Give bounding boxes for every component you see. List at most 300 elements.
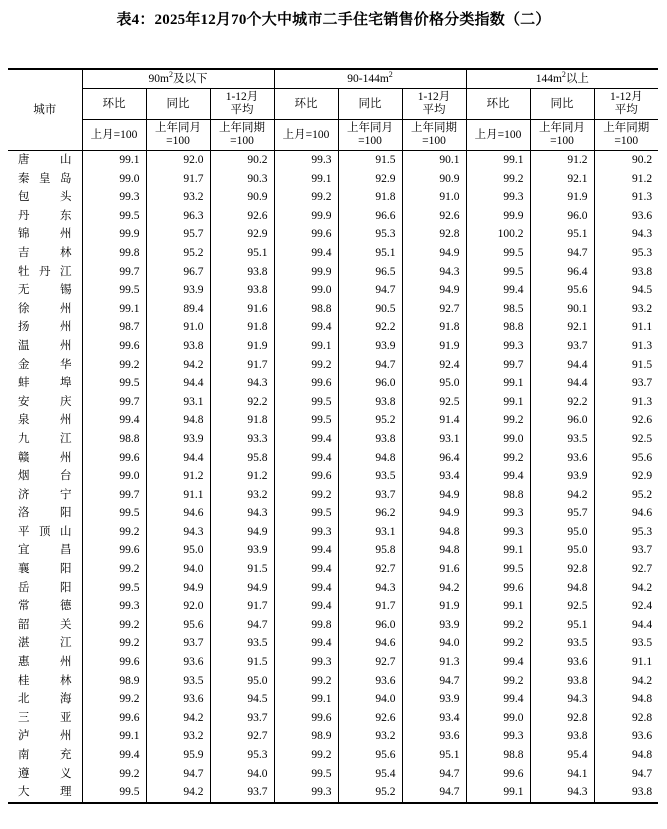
index-value: 92.9 — [338, 170, 402, 189]
index-value: 90.2 — [210, 151, 274, 170]
index-value: 91.8 — [210, 411, 274, 430]
city-name: 桂林 — [8, 672, 82, 691]
index-value: 99.4 — [466, 467, 530, 486]
index-value: 95.1 — [530, 616, 594, 635]
index-value: 96.6 — [338, 207, 402, 226]
index-value: 91.5 — [594, 356, 658, 375]
index-value: 94.7 — [338, 356, 402, 375]
index-value: 99.2 — [466, 449, 530, 468]
index-value: 99.5 — [274, 393, 338, 412]
index-value: 95.1 — [530, 225, 594, 244]
table-row — [8, 411, 658, 430]
index-value: 94.3 — [594, 225, 658, 244]
index-value: 93.7 — [210, 783, 274, 803]
index-value: 93.6 — [594, 207, 658, 226]
index-value: 99.6 — [466, 579, 530, 598]
index-value: 92.7 — [210, 727, 274, 746]
index-value: 93.1 — [402, 430, 466, 449]
index-value: 93.9 — [402, 690, 466, 709]
index-value: 91.5 — [210, 653, 274, 672]
table-row — [8, 318, 658, 337]
index-value: 94.8 — [146, 411, 210, 430]
index-value: 92.5 — [594, 430, 658, 449]
index-value: 98.8 — [274, 300, 338, 319]
sub-header: 环比 — [466, 89, 530, 120]
sub-header: 1-12月 平均 — [402, 89, 466, 120]
city-name: 唐山 — [8, 151, 82, 170]
index-value: 90.3 — [210, 170, 274, 189]
index-value: 98.9 — [274, 727, 338, 746]
index-value: 93.1 — [146, 393, 210, 412]
index-value: 99.1 — [82, 727, 146, 746]
index-value: 91.3 — [402, 653, 466, 672]
base-header: 上年同月 =100 — [530, 120, 594, 151]
index-value: 99.1 — [466, 541, 530, 560]
index-value: 91.7 — [146, 170, 210, 189]
index-value: 99.5 — [82, 374, 146, 393]
index-value: 95.3 — [210, 746, 274, 765]
index-value: 94.7 — [594, 765, 658, 784]
city-name: 泸州 — [8, 727, 82, 746]
sub-header: 同比 — [146, 89, 210, 120]
index-value: 91.3 — [594, 337, 658, 356]
index-value: 93.6 — [594, 727, 658, 746]
index-value: 99.4 — [274, 430, 338, 449]
city-name: 南充 — [8, 746, 82, 765]
city-name: 丹东 — [8, 207, 82, 226]
index-value: 91.7 — [210, 597, 274, 616]
index-value: 96.0 — [338, 374, 402, 393]
city-name: 烟台 — [8, 467, 82, 486]
index-value: 92.8 — [402, 225, 466, 244]
index-value: 92.1 — [530, 170, 594, 189]
index-value: 94.0 — [402, 634, 466, 653]
index-value: 98.8 — [466, 318, 530, 337]
group-header-row — [8, 69, 658, 89]
index-value: 92.8 — [530, 560, 594, 579]
index-value: 93.6 — [146, 653, 210, 672]
index-value: 93.5 — [210, 634, 274, 653]
index-value: 99.4 — [274, 244, 338, 263]
index-value: 96.0 — [530, 411, 594, 430]
index-value: 93.7 — [146, 634, 210, 653]
index-value: 94.0 — [210, 765, 274, 784]
index-value: 98.8 — [466, 486, 530, 505]
index-value: 91.8 — [402, 318, 466, 337]
index-value: 94.2 — [146, 709, 210, 728]
index-value: 95.3 — [338, 225, 402, 244]
city-name: 泉州 — [8, 411, 82, 430]
index-value: 99.5 — [466, 560, 530, 579]
index-value: 91.0 — [402, 188, 466, 207]
index-value: 91.1 — [594, 318, 658, 337]
index-value: 92.9 — [210, 225, 274, 244]
index-value: 99.4 — [274, 597, 338, 616]
index-value: 99.3 — [274, 653, 338, 672]
index-value: 93.9 — [530, 467, 594, 486]
index-value: 93.2 — [338, 727, 402, 746]
index-value: 92.7 — [594, 560, 658, 579]
index-value: 99.8 — [274, 616, 338, 635]
base-header: 上月=100 — [274, 120, 338, 151]
index-value: 92.8 — [530, 709, 594, 728]
index-value: 94.8 — [402, 523, 466, 542]
index-value: 95.7 — [146, 225, 210, 244]
index-value: 99.1 — [274, 690, 338, 709]
index-value: 99.5 — [274, 411, 338, 430]
index-value: 94.4 — [146, 449, 210, 468]
index-value: 99.3 — [274, 783, 338, 803]
index-value: 99.2 — [466, 411, 530, 430]
table-row — [8, 337, 658, 356]
index-value: 99.1 — [466, 783, 530, 803]
index-value: 94.2 — [146, 783, 210, 803]
index-value: 93.7 — [594, 541, 658, 560]
index-value: 95.9 — [146, 746, 210, 765]
index-value: 99.4 — [274, 318, 338, 337]
index-value: 94.4 — [530, 356, 594, 375]
city-name: 湛江 — [8, 634, 82, 653]
city-name: 秦皇岛 — [8, 170, 82, 189]
index-value: 91.2 — [530, 151, 594, 170]
city-name: 济宁 — [8, 486, 82, 505]
table-body — [8, 151, 658, 803]
city-name: 金华 — [8, 356, 82, 375]
city-name: 无锡 — [8, 281, 82, 300]
index-value: 94.7 — [146, 765, 210, 784]
city-name: 吉林 — [8, 244, 82, 263]
table-row — [8, 541, 658, 560]
index-value: 99.1 — [466, 597, 530, 616]
index-value: 95.6 — [338, 746, 402, 765]
index-value: 96.4 — [402, 449, 466, 468]
index-value: 94.9 — [402, 504, 466, 523]
index-value: 94.4 — [146, 374, 210, 393]
index-value: 99.4 — [274, 449, 338, 468]
index-value: 91.2 — [594, 170, 658, 189]
index-value: 94.2 — [594, 672, 658, 691]
table-row — [8, 727, 658, 746]
table-title: 表4：2025年12月70个大中城市二手住宅销售价格分类指数（二） — [116, 12, 551, 28]
index-value: 90.9 — [210, 188, 274, 207]
table-row — [8, 634, 658, 653]
index-value: 99.6 — [274, 225, 338, 244]
index-value: 99.3 — [466, 337, 530, 356]
city-name: 襄阳 — [8, 560, 82, 579]
city-name: 北海 — [8, 690, 82, 709]
table-row — [8, 523, 658, 542]
index-value: 99.9 — [466, 207, 530, 226]
index-value: 93.4 — [402, 467, 466, 486]
index-value: 94.8 — [338, 449, 402, 468]
table-row — [8, 504, 658, 523]
index-value: 93.5 — [530, 634, 594, 653]
index-value: 99.4 — [82, 411, 146, 430]
table-row — [8, 374, 658, 393]
sub-header: 同比 — [338, 89, 402, 120]
index-value: 99.2 — [82, 634, 146, 653]
index-value: 99.2 — [466, 634, 530, 653]
index-value: 99.5 — [82, 579, 146, 598]
index-value: 99.2 — [82, 690, 146, 709]
index-value: 94.0 — [146, 560, 210, 579]
index-value: 99.0 — [466, 430, 530, 449]
city-name: 平顶山 — [8, 523, 82, 542]
price-index-table — [8, 68, 658, 804]
index-value: 95.0 — [402, 374, 466, 393]
index-value: 98.8 — [82, 430, 146, 449]
index-value: 99.6 — [82, 541, 146, 560]
index-value: 93.9 — [338, 337, 402, 356]
base-header: 上年同月 =100 — [338, 120, 402, 151]
index-value: 91.2 — [146, 467, 210, 486]
index-value: 99.4 — [82, 746, 146, 765]
table-row — [8, 449, 658, 468]
index-value: 99.3 — [466, 523, 530, 542]
index-value: 99.6 — [466, 765, 530, 784]
index-value: 93.8 — [594, 783, 658, 803]
index-value: 99.9 — [274, 263, 338, 282]
base-header-row — [8, 120, 658, 151]
table-row — [8, 560, 658, 579]
table-row — [8, 151, 658, 170]
index-value: 95.1 — [210, 244, 274, 263]
index-value: 99.3 — [466, 504, 530, 523]
sub-header: 1-12月 平均 — [210, 89, 274, 120]
index-value: 99.4 — [466, 690, 530, 709]
city-name: 大理 — [8, 783, 82, 803]
index-value: 99.2 — [274, 746, 338, 765]
index-value: 92.2 — [338, 318, 402, 337]
index-value: 94.3 — [146, 523, 210, 542]
index-value: 94.8 — [594, 746, 658, 765]
index-value: 92.6 — [338, 709, 402, 728]
index-value: 99.1 — [466, 393, 530, 412]
index-value: 95.2 — [338, 411, 402, 430]
base-header: 上年同期 =100 — [402, 120, 466, 151]
index-value: 99.5 — [82, 504, 146, 523]
index-value: 93.5 — [146, 672, 210, 691]
city-name: 赣州 — [8, 449, 82, 468]
index-value: 96.5 — [338, 263, 402, 282]
index-value: 91.1 — [146, 486, 210, 505]
index-value: 93.8 — [210, 281, 274, 300]
index-value: 94.1 — [530, 765, 594, 784]
index-value: 99.5 — [82, 281, 146, 300]
index-value: 94.7 — [338, 281, 402, 300]
index-value: 92.6 — [402, 207, 466, 226]
table-row — [8, 356, 658, 375]
index-value: 99.6 — [274, 374, 338, 393]
index-value: 91.3 — [594, 393, 658, 412]
index-value: 99.7 — [466, 356, 530, 375]
index-value: 93.6 — [402, 727, 466, 746]
index-value: 93.8 — [338, 430, 402, 449]
index-value: 93.9 — [146, 430, 210, 449]
index-value: 99.2 — [82, 356, 146, 375]
sub-header-row — [8, 89, 658, 120]
city-name: 蚌埠 — [8, 374, 82, 393]
index-value: 99.9 — [274, 207, 338, 226]
index-value: 99.2 — [82, 560, 146, 579]
index-value: 92.6 — [210, 207, 274, 226]
index-value: 96.3 — [146, 207, 210, 226]
sub-header: 同比 — [530, 89, 594, 120]
index-value: 93.9 — [210, 541, 274, 560]
index-value: 99.8 — [82, 244, 146, 263]
index-value: 99.7 — [82, 486, 146, 505]
index-value: 91.9 — [402, 337, 466, 356]
index-value: 94.2 — [402, 579, 466, 598]
index-value: 99.1 — [466, 151, 530, 170]
index-value: 94.3 — [210, 504, 274, 523]
index-value: 99.2 — [466, 616, 530, 635]
index-value: 99.7 — [82, 263, 146, 282]
index-value: 94.6 — [146, 504, 210, 523]
index-value: 92.9 — [594, 467, 658, 486]
index-value: 99.2 — [274, 672, 338, 691]
city-name: 温州 — [8, 337, 82, 356]
index-value: 93.3 — [210, 430, 274, 449]
index-value: 93.9 — [402, 616, 466, 635]
index-value: 90.9 — [402, 170, 466, 189]
index-value: 99.5 — [82, 207, 146, 226]
index-value: 95.4 — [338, 765, 402, 784]
index-value: 99.6 — [82, 337, 146, 356]
city-name: 包头 — [8, 188, 82, 207]
table-row — [8, 746, 658, 765]
table-row — [8, 765, 658, 784]
index-value: 93.6 — [338, 672, 402, 691]
sub-header: 环比 — [82, 89, 146, 120]
index-value: 93.4 — [402, 709, 466, 728]
index-value: 99.0 — [274, 281, 338, 300]
city-name: 扬州 — [8, 318, 82, 337]
index-value: 93.8 — [146, 337, 210, 356]
table-row — [8, 672, 658, 691]
index-value: 99.7 — [82, 393, 146, 412]
index-value: 94.7 — [402, 765, 466, 784]
index-value: 93.7 — [210, 709, 274, 728]
table-row — [8, 616, 658, 635]
table-row — [8, 430, 658, 449]
city-name: 九江 — [8, 430, 82, 449]
index-value: 91.9 — [210, 337, 274, 356]
index-value: 96.0 — [338, 616, 402, 635]
sub-header: 环比 — [274, 89, 338, 120]
index-value: 94.8 — [530, 579, 594, 598]
index-value: 94.3 — [210, 374, 274, 393]
index-value: 95.0 — [210, 672, 274, 691]
table-row — [8, 281, 658, 300]
index-value: 91.3 — [594, 188, 658, 207]
city-name: 三亚 — [8, 709, 82, 728]
index-value: 91.5 — [338, 151, 402, 170]
table-row — [8, 188, 658, 207]
index-value: 91.9 — [402, 597, 466, 616]
city-name: 岳阳 — [8, 579, 82, 598]
index-value: 99.3 — [82, 188, 146, 207]
index-value: 95.8 — [210, 449, 274, 468]
index-value: 94.8 — [594, 690, 658, 709]
index-value: 93.6 — [530, 653, 594, 672]
sub-header: 1-12月 平均 — [594, 89, 658, 120]
index-value: 95.2 — [594, 486, 658, 505]
index-value: 91.5 — [210, 560, 274, 579]
index-value: 93.8 — [210, 263, 274, 282]
index-value: 93.8 — [594, 263, 658, 282]
index-value: 99.2 — [274, 188, 338, 207]
index-value: 99.6 — [82, 709, 146, 728]
index-value: 92.2 — [530, 393, 594, 412]
table-row — [8, 783, 658, 803]
index-value: 92.5 — [530, 597, 594, 616]
index-value: 99.5 — [82, 783, 146, 803]
index-value: 99.3 — [466, 188, 530, 207]
index-value: 99.0 — [82, 170, 146, 189]
index-value: 99.6 — [82, 449, 146, 468]
index-value: 92.8 — [594, 709, 658, 728]
index-value: 94.9 — [402, 281, 466, 300]
index-value: 91.6 — [210, 300, 274, 319]
index-value: 99.4 — [274, 541, 338, 560]
index-value: 92.7 — [338, 560, 402, 579]
index-value: 95.2 — [338, 783, 402, 803]
table-row — [8, 393, 658, 412]
index-value: 99.6 — [274, 709, 338, 728]
index-value: 89.4 — [146, 300, 210, 319]
index-value: 91.0 — [146, 318, 210, 337]
index-value: 91.6 — [402, 560, 466, 579]
index-value: 99.1 — [82, 151, 146, 170]
index-value: 95.0 — [146, 541, 210, 560]
table-row — [8, 486, 658, 505]
index-value: 94.5 — [594, 281, 658, 300]
index-value: 93.7 — [530, 337, 594, 356]
index-value: 99.3 — [274, 523, 338, 542]
index-value: 96.0 — [530, 207, 594, 226]
city-column-header: 城市 — [8, 69, 82, 151]
index-value: 93.5 — [594, 634, 658, 653]
index-value: 92.2 — [210, 393, 274, 412]
index-value: 92.4 — [402, 356, 466, 375]
table-row — [8, 263, 658, 282]
index-value: 99.1 — [274, 337, 338, 356]
index-value: 94.9 — [210, 523, 274, 542]
index-value: 93.7 — [594, 374, 658, 393]
index-value: 92.4 — [594, 597, 658, 616]
city-name: 洛阳 — [8, 504, 82, 523]
index-value: 98.5 — [466, 300, 530, 319]
index-value: 92.0 — [146, 151, 210, 170]
index-value: 98.9 — [82, 672, 146, 691]
index-value: 94.8 — [402, 541, 466, 560]
index-value: 90.1 — [402, 151, 466, 170]
table-row — [8, 170, 658, 189]
index-value: 94.7 — [210, 616, 274, 635]
index-value: 99.1 — [82, 300, 146, 319]
index-value: 90.2 — [594, 151, 658, 170]
index-value: 92.5 — [402, 393, 466, 412]
index-value: 93.2 — [594, 300, 658, 319]
index-value: 93.8 — [530, 727, 594, 746]
index-value: 99.3 — [82, 597, 146, 616]
index-value: 93.8 — [530, 672, 594, 691]
index-value: 99.5 — [466, 244, 530, 263]
city-name: 韶关 — [8, 616, 82, 635]
index-value: 95.8 — [338, 541, 402, 560]
index-value: 90.5 — [338, 300, 402, 319]
